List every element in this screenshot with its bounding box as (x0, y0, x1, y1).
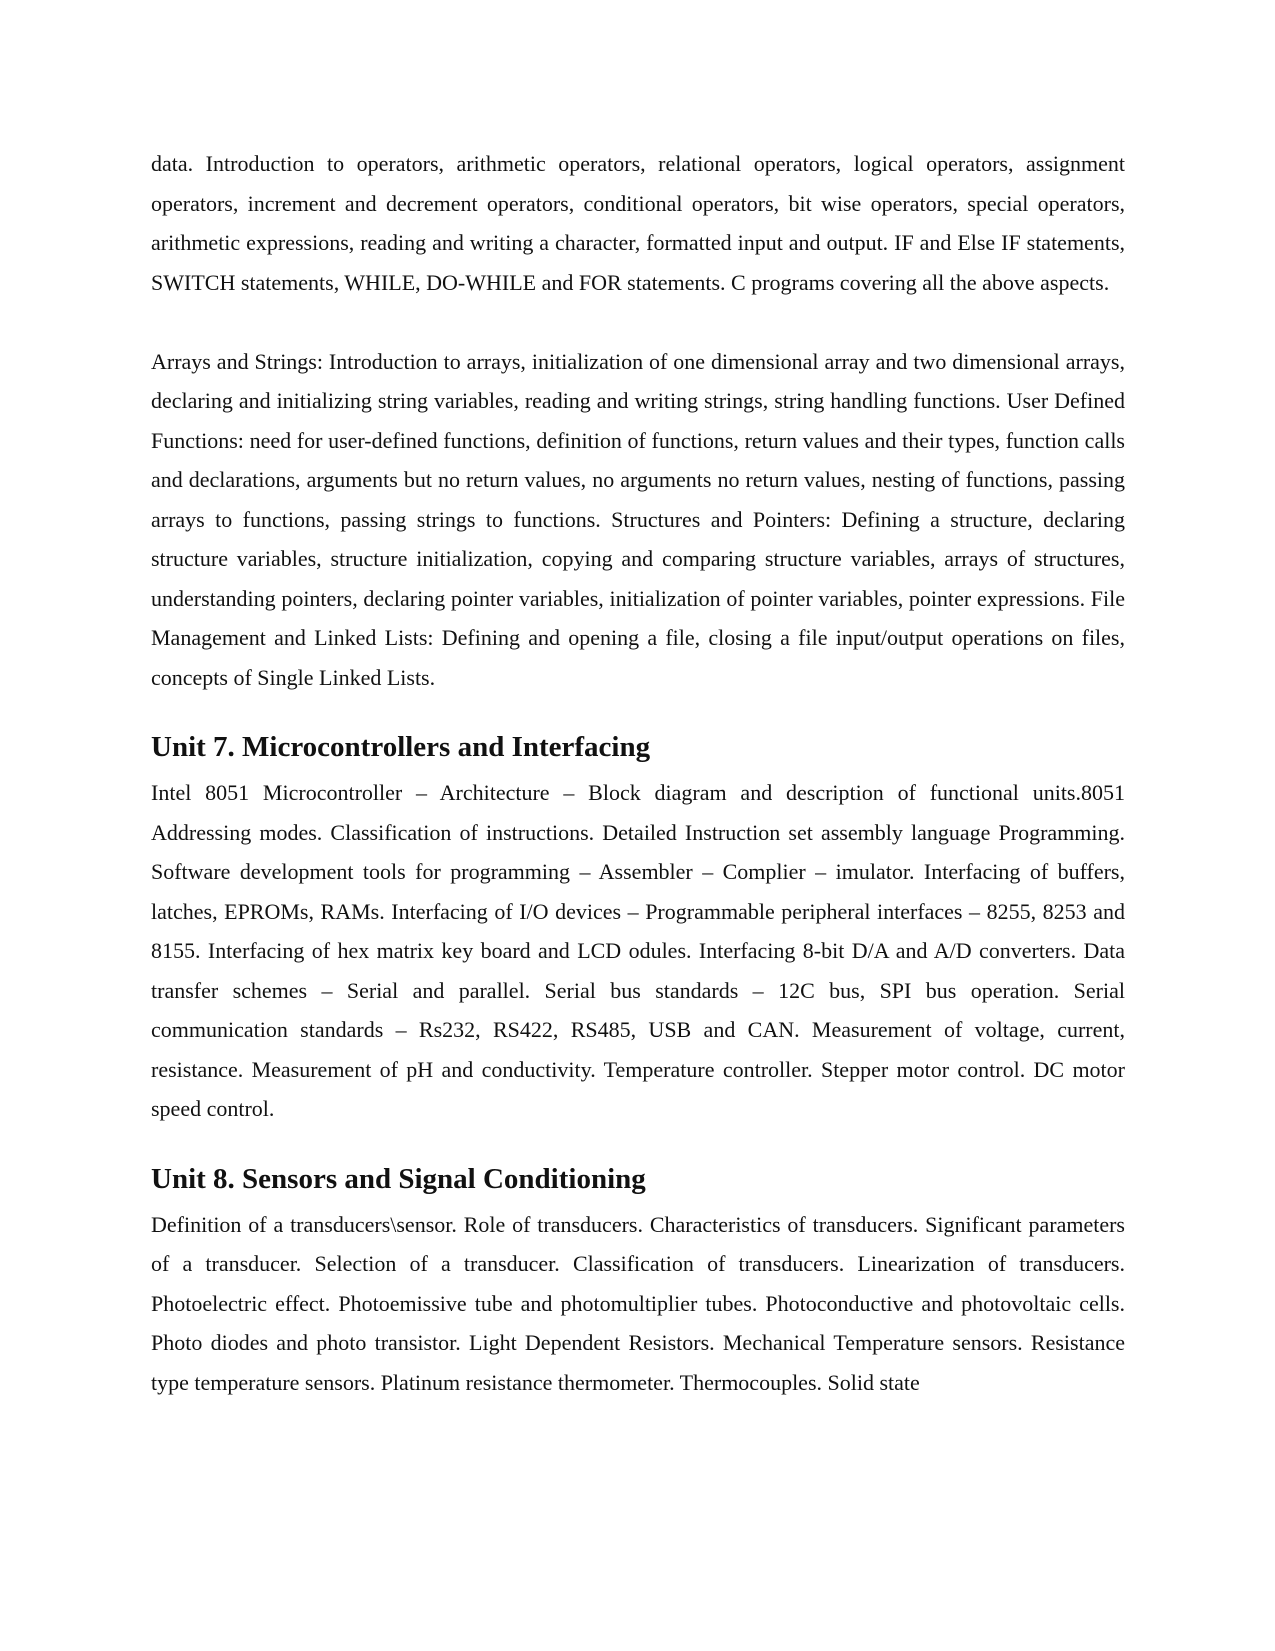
document-page (151, 144, 1125, 1402)
unit-8-heading: Unit 8. Sensors and Signal Conditioning (151, 1162, 646, 1195)
paragraph-unit-8: Definition of a transducers\sensor. Role of transducers. Characteristics of transducers. Significant parameters of a transducer. Selection of a transducer. Classification of transducers. Linearization of transducers. Photoelectric effect. Photoemissive tube and photomultiplier tubes. Photoconductive and photovoltaic cells. Photo diodes and photo transistor. Light Dependent Resistors. Mechanical Temperature sensors. Resistance type temperature sensors. Platinum resistance thermometer. Thermocouples. Solid state (151, 1211, 1125, 1395)
paragraph-unit-7: Intel 8051 Microcontroller – Architecture – Block diagram and description of functional units.8051 Addressing modes. Classification of instructions. Detailed Instruction set assembly language Programming. Software development tools for programming – Assembler – Complier – imulator. Interfacing of buffers, latches, EPROMs, RAMs. Interfacing of I/O devices – Programmable peripheral interfaces – 8255, 8253 and 8155. Interfacing of hex matrix key board and LCD odules. Interfacing 8-bit D/A and A/D converters. Data transfer schemes – Serial and parallel. Serial bus standards – 12C bus, SPI bus operation. Serial communication standards – Rs232, RS422, RS485, USB and CAN. Measurement of voltage, current, resistance. Measurement of pH and conductivity. Temperature controller. Stepper motor control. DC motor speed control. (151, 780, 1125, 1121)
paragraph-c-operators: data. Introduction to operators, arithmetic operators, relational operators, logical operators, assignment operators, increment and decrement operators, conditional operators, bit wise operators, special operators, arithmetic expressions, reading and writing a character, formatted input and output. IF and Else IF statements, SWITCH statements, WHILE, DO-WHILE and FOR statements. C programs covering all the above aspects. (151, 151, 1125, 295)
paragraph-arrays-strings: Arrays and Strings: Introduction to arrays, initialization of one dimensional array and two dimensional arrays, declaring and initializing string variables, reading and writing strings, string handling functions. User Defined Functions: need for user-defined functions, definition of functions, return values and their types, function calls and declarations, arguments but no return values, no arguments no return values, nesting of functions, passing arrays to functions, passing strings to functions. Structures and Pointers: Defining a structure, declaring structure variables, structure initialization, copying and comparing structure variables, arrays of structures, understanding pointers, declaring pointer variables, initialization of pointer variables, pointer expressions. File Management and Linked Lists: Defining and opening a file, closing a file input/output operations on files, concepts of Single Linked Lists. (151, 348, 1125, 690)
unit-7-heading: Unit 7. Microcontrollers and Interfacing (151, 731, 651, 763)
